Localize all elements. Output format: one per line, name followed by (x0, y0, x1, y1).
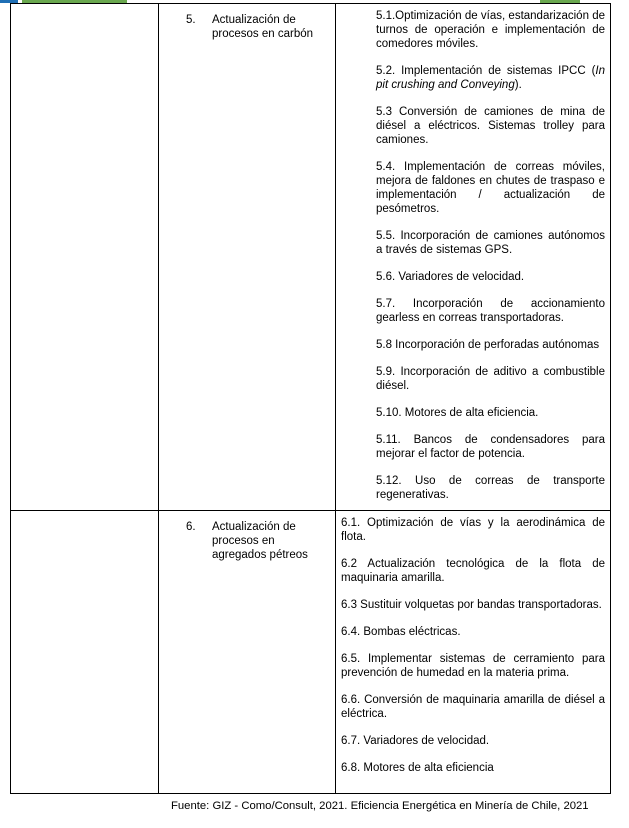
table-row (11, 511, 611, 794)
list-item: 6.8. Motores de alta eficiencia (341, 762, 494, 774)
source-caption: Fuente: GIZ - Como/Consult, 2021. Eficiencia Energética en Minería de Chile, 2021 (171, 800, 589, 812)
empty-cell (11, 4, 159, 511)
list-item: 5.1.Optimización de vías, estandarización de turnos de operación e implementación de comedores móviles. (376, 10, 605, 50)
measures-cell (336, 511, 611, 794)
list-item: 6.4. Bombas eléctricas. (341, 626, 461, 638)
list-item: 5.9. Incorporación de aditivo a combustible diésel. (376, 366, 605, 392)
category-title: Actualización de procesos en agregados pétreos (212, 521, 308, 561)
list-item: 6.2 Actualización tecnológica de la flota de maquinaria amarilla. (341, 558, 605, 584)
category-cell (159, 511, 336, 794)
list-item: 5.10. Motores de alta eficiencia. (376, 407, 539, 419)
measures-cell (336, 4, 611, 511)
list-item: 5.7. Incorporación de accionamiento gearless en correas transportadoras. (376, 298, 605, 324)
list-item: 6.7. Variadores de velocidad. (341, 735, 490, 747)
measures-list (336, 4, 610, 508)
list-item: 5.8 Incorporación de perforadas autónomas (376, 339, 600, 351)
list-item: 5.2. Implementación de sistemas IPCC (In pit crushing and Conveying). (376, 65, 605, 91)
list-item: 5.3 Conversión de camiones de mina de diésel a eléctricos. Sistemas trolley para camiones. (376, 106, 605, 146)
measures-table (10, 3, 611, 794)
list-item: 6.1. Optimización de vías y la aerodinámica de flota. (341, 517, 605, 543)
category-title: Actualización de procesos en carbón (212, 14, 314, 40)
list-item: 5.4. Implementación de correas móviles, mejora de faldones en chutes de traspaso e implementación / actualización de pesómetros. (376, 161, 605, 215)
list-item: 6.5. Implementar sistemas de cerramiento para prevención de humedad en la materia prima. (341, 653, 605, 679)
category-number: 5. (186, 14, 196, 26)
measures-list (336, 511, 610, 781)
category-cell (159, 4, 336, 511)
list-item: 5.11. Bancos de condensadores para mejorar el factor de potencia. (376, 434, 605, 460)
list-item: 5.6. Variadores de velocidad. (376, 271, 525, 283)
empty-cell (11, 511, 159, 794)
list-item: 6.3 Sustituir volquetas por bandas transportadoras. (341, 599, 602, 611)
table-row (11, 4, 611, 511)
category-number: 6. (186, 521, 196, 533)
list-item: 5.5. Incorporación de camiones autónomos a través de sistemas GPS. (376, 230, 605, 256)
list-item: 5.12. Uso de correas de transporte regenerativas. (376, 475, 605, 501)
list-item: 6.6. Conversión de maquinaria amarilla de diésel a eléctrica. (341, 694, 605, 720)
